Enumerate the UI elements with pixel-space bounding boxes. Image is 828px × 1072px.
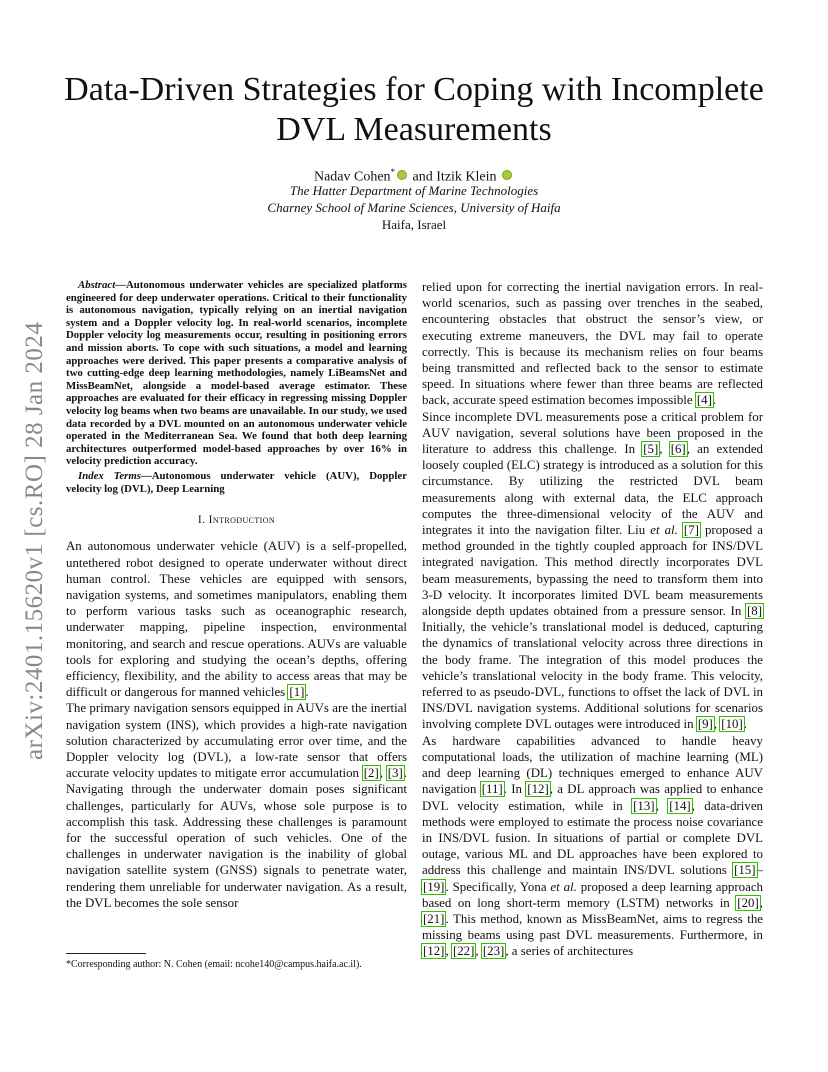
citation-link[interactable]: [12] — [423, 944, 445, 959]
et-al: et al. — [650, 523, 678, 538]
author-connector: and — [412, 169, 433, 185]
right-column — [422, 279, 763, 960]
citation-link[interactable]: [7] — [683, 523, 699, 538]
author-name: Itzik Klein — [436, 169, 497, 185]
citation-link[interactable]: [9] — [697, 717, 713, 732]
intro-paragraph-1: An autonomous underwater vehicle (AUV) is a self-propelled, untethered robot designed to operate underwater without direct human control. These vehicles are equipped with sensors, navigation systems, and sometimes manipulators, enabling them to perform various tasks such as oceanographic research, underwater mapping, pipeline inspection, environmental monitoring, and search and rescue operations. AUVs are valuable tools for exploring and studying the ocean’s depths, offering efficiency, flexibility, and the ability to access areas that may be difficult or dangerous for manned vehicles [1]. — [66, 539, 407, 700]
footnote-rule — [66, 953, 146, 954]
intro-paragraph-2: The primary navigation sensors equipped in AUVs are the inertial navigation system (INS), which provides a high-rate navigation solution characterized by accumulating error over time, and the Doppler velocity log (DVL), a low-rate sensor that offers accurate velocity updates to mitigate error accumulation [2], [3]. Navigating through the underwater domain poses significant challenges, particularly for AUVs, whose sole purpose is to accomplish this task. Addressing these challenges is paramount for the successful operation of such vehicles. One of the challenges in underwater navigation is the inability of global navigation satellite system (GNSS) signals to penetrate water, rendering them unreliable for underwater navigation. As a result, the DVL becomes the sole sensor — [66, 701, 407, 910]
citation-link[interactable]: [22] — [452, 944, 475, 959]
orcid-icon[interactable] — [502, 170, 512, 180]
index-terms — [66, 470, 407, 495]
citation-link[interactable]: [12] — [527, 782, 549, 797]
citation-link[interactable]: [23] — [482, 944, 505, 959]
citation-link[interactable]: [10] — [721, 717, 743, 732]
affiliation-department: The Hatter Department of Marine Technologies — [289, 183, 539, 198]
citation-link[interactable]: [14] — [669, 798, 691, 813]
affiliation-school: Charney School of Marine Sciences, University of Haifa — [267, 200, 561, 215]
citation-link[interactable]: [5] — [643, 442, 659, 457]
citation-link[interactable]: [8] — [746, 604, 762, 619]
abstract-label: Abstract — [78, 279, 116, 291]
abstract — [66, 279, 407, 468]
index-terms-text: —Autonomous underwater vehicle (AUV), Doppler velocity log (DVL), Deep Learning — [66, 469, 407, 495]
paper-title — [40, 70, 788, 150]
citation-link[interactable]: [20] — [737, 895, 759, 910]
paragraph: As hardware capabilities advanced to handle heavy computational loads, the utilization of machine learning (ML) and deep learning (DL) techniques emerged to enhance AUV navigation [11]. In [12], a DL approach was applied to enhance DVL velocity estimation, while in [13], [14], data-driven methods were employed to estimate the process noise covariance in INS/DVL fusion. In situations of partial or complete DVL outage, various ML and DL approaches have been explored to address this challenge and maintain INS/DVL solutions [15]–[19]. Specifically, Yona et al. proposed a deep learning approach based on long short-term memory (LSTM) networks in [20], [21]. This method, known as MissBeamNet, aims to regress the missing beams using past DVL measurements. Furthermore, in [12], [22], [23], a series of architectures — [422, 733, 763, 959]
citation-link[interactable]: [15] — [734, 863, 756, 878]
citation-link[interactable]: [13] — [633, 798, 655, 813]
title-line-1: Data-Driven Strategies for Coping with Incomplete — [64, 71, 764, 108]
index-terms-label: Index Terms — [78, 469, 141, 482]
et-al: et al. — [550, 879, 577, 894]
citation-link[interactable]: [6] — [670, 442, 686, 457]
arxiv-identifier: arXiv:2401.15620v1 [cs.RO] 28 Jan 2024 — [21, 321, 48, 760]
citation-link[interactable]: [4] — [696, 393, 712, 408]
title-line-2: DVL Measurements — [276, 111, 552, 148]
section-heading: I. Introduction — [197, 514, 276, 527]
paragraph: relied upon for correcting the inertial navigation errors. In real-world scenarios, such as passing over trenches in the seabed, encountering obstacles that obstruct the sensor’s view, or executing extreme maneuvers, the DVL may fail to operate correctly. This is because its mechanism relies on four beams being transmitted and reflected back to the sensor to estimate speed. In situations where fewer than three beams are reflected back, accurate speed estimation becomes impossible [4]. — [422, 280, 763, 408]
paragraph: Since incomplete DVL measurements pose a critical problem for AUV navigation, several solutions have been proposed in the literature to address this challenge. In [5], [6], an extended loosely coupled (ELC) strategy is introduced as a solution for this circumstance. By utilizing the restricted DVL beam measurements along with external data, the ELC approach computes the three-dimensional velocity of the AUV and integrates it into the navigation filter. Liu et al. [7] proposed a method grounded in the tightly coupled approach for INS/DVL integrated navigation. This method directly incorporates DVL beam measurements, bypassing the need to transform them into 3-D velocity. It incorporates limited DVL beam measurements alongside depth updates obtained from a pressure sensor. In [8] Initially, the vehicle’s translational model is deduced, capturing the dynamics of translational velocity across three directions in the body frame. The integration of this model produces the vehicle’s translational velocity in the body frame. This velocity, referred to as pseudo-DVL, functions to offset the lack of DVL in INS/DVL navigation systems. Additional solutions for scenarios involving complete DVL outages were introduced in [9], [10]. — [422, 409, 763, 732]
citation-link[interactable]: [2] — [363, 766, 379, 781]
left-column — [66, 279, 407, 911]
citation-link[interactable]: [3] — [387, 766, 403, 781]
orcid-icon[interactable] — [397, 170, 407, 180]
citation-link[interactable]: [11] — [481, 782, 503, 797]
citation-link[interactable]: [1] — [289, 685, 305, 700]
corresponding-mark: * — [390, 167, 396, 177]
abstract-text: —Autonomous underwater vehicles are specialized platforms engineered for deep underwater operations. Critical to their functionality is autonomous navigation, typically relying on an inertial navigation system and a Doppler velocity log. In real-world scenarios, incomplete Doppler velocity log measurements occur, resulting in positioning errors and mission aborts. To cope with such situations, a model and learning approaches were derived. This paper presents a comparative analysis of two cutting-edge deep learning methodologies, namely LiBeamsNet and MissBeamNet, alongside a model-based average estimator. These approaches are evaluated for their efficacy in regressing missing Doppler velocity log beams when two beams are unavailable. In our study, we used data recorded by a DVL mounted on an autonomous underwater vehicle operated in the Mediterranean Sea. We found that both deep learning architectures outperformed model-based approaches by over 16% in velocity prediction accuracy. — [66, 279, 407, 468]
citation-link[interactable]: [19] — [423, 879, 445, 894]
footnote: *Corresponding author: N. Cohen (email: ncohe140@campus.haifa.ac.il). — [66, 959, 362, 970]
author-name: Nadav Cohen — [313, 169, 391, 185]
citation-link[interactable]: [21] — [423, 911, 445, 926]
affiliation-location: Haifa, Israel — [381, 217, 447, 232]
